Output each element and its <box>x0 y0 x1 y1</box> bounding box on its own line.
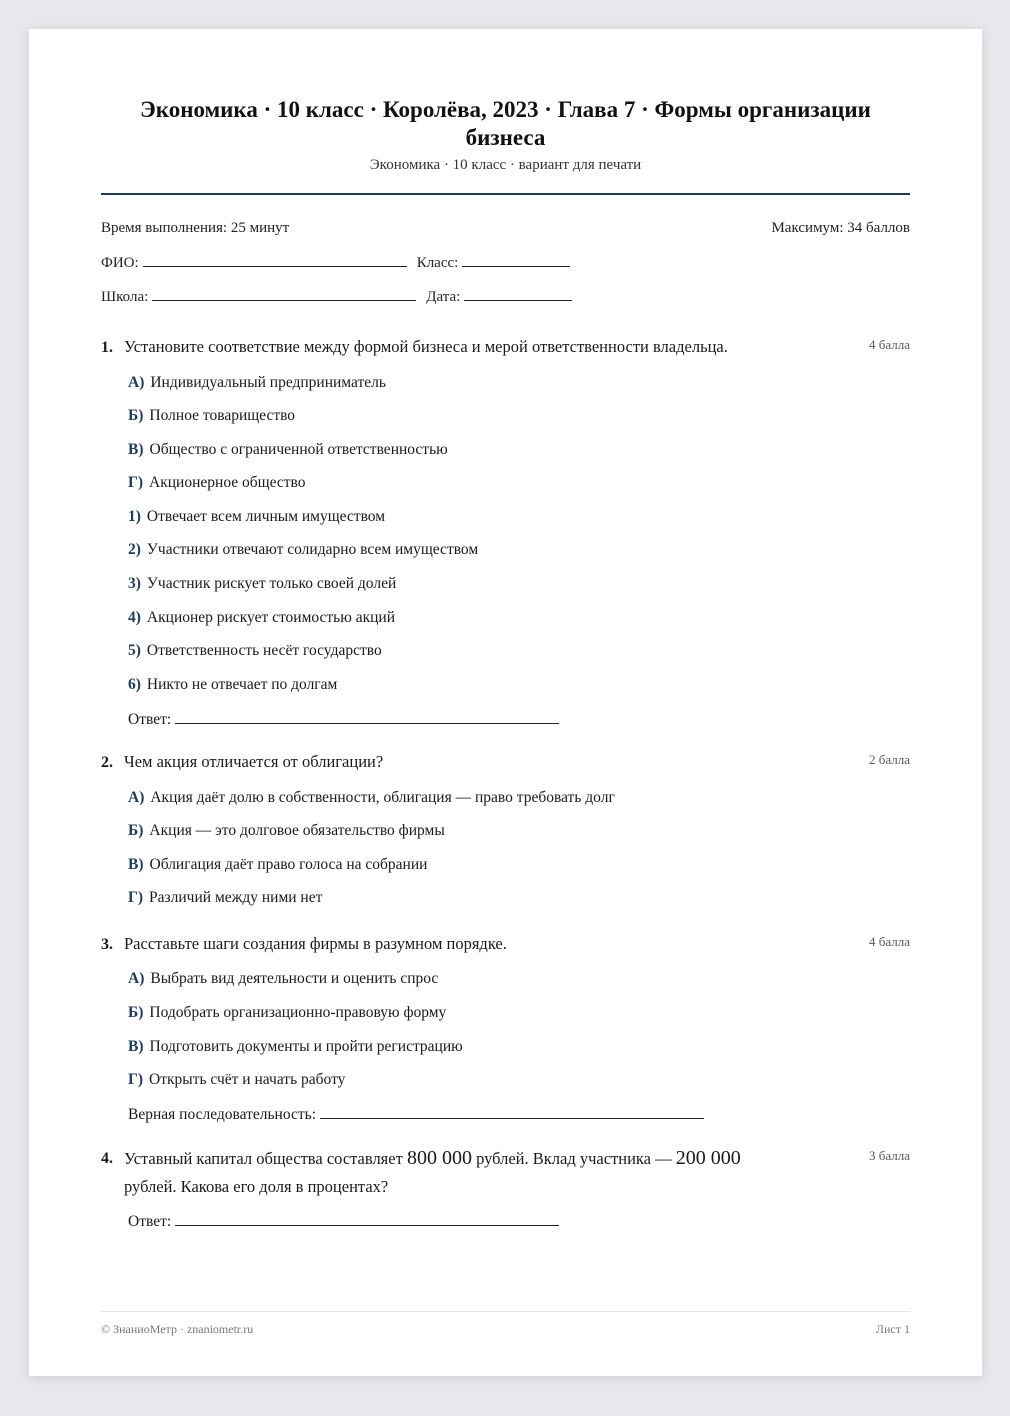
answer-field[interactable] <box>175 1212 559 1226</box>
option-item <box>128 970 438 988</box>
option-marker: 2) <box>128 541 141 558</box>
option-marker: Г) <box>128 1071 144 1088</box>
option-marker: А) <box>128 374 145 391</box>
option-item <box>128 575 396 593</box>
option-text: Акция — это долговое обязательство фирмы <box>149 822 445 839</box>
option-marker: В) <box>128 1038 144 1055</box>
option-text: Акционерное общество <box>149 474 306 491</box>
option-item <box>128 407 295 425</box>
question-text-part: рублей. Какова его доля в процентах? <box>124 1177 389 1196</box>
answer-row <box>128 1212 559 1231</box>
option-marker: 5) <box>128 642 141 659</box>
option-text: Различий между ними нет <box>149 889 323 906</box>
question-number: 4. <box>101 1150 113 1167</box>
option-text: Акционер рискует стоимостью акций <box>146 609 396 626</box>
option-text: Выбрать вид деятельности и оценить спрос <box>150 970 439 987</box>
option-item <box>128 474 305 492</box>
footer-divider <box>101 1311 910 1312</box>
option-item <box>128 789 615 807</box>
option-item <box>128 1071 345 1089</box>
option-text: Подготовить документы и пройти регистрацию <box>149 1038 463 1055</box>
option-marker: 6) <box>128 676 141 693</box>
option-marker: 3) <box>128 575 141 592</box>
time-limit: Время выполнения: 25 минут <box>101 220 290 236</box>
footer-copyright: © ЗнаниоМетр · znaniometr.ru <box>101 1322 254 1336</box>
option-text: Никто не отвечает по долгам <box>146 676 338 693</box>
option-item <box>128 822 445 840</box>
option-marker: 4) <box>128 609 141 626</box>
option-text: Облигация даёт право голоса на собрании <box>149 856 428 873</box>
option-text: Участник рискует только своей долей <box>146 575 397 592</box>
page-title: Экономика · 10 класс · Королёва, 2023 · Глава 7 · Формы организации бизнеса <box>140 97 871 150</box>
question-text: Расставьте шаги создания фирмы в разумном порядке. <box>124 934 507 953</box>
option-item <box>128 1038 463 1056</box>
answer-label: Ответ: <box>128 711 172 728</box>
question-text-part: Уставный капитал общества составляет <box>124 1149 407 1168</box>
class-label: Класс: <box>416 255 459 271</box>
option-text: Открыть счёт и начать работу <box>149 1071 346 1088</box>
page-number: Лист 1 <box>875 1322 910 1336</box>
max-score: Максимум: 34 баллов <box>771 220 910 236</box>
school-label: Школа: <box>101 289 149 305</box>
sequence-answer-row <box>128 1105 704 1124</box>
option-item <box>128 441 448 459</box>
option-marker: Б) <box>128 822 144 839</box>
answer-row <box>128 710 559 729</box>
answer-field[interactable] <box>320 1105 704 1119</box>
option-item <box>128 642 382 660</box>
answer-label: Верная последовательность: <box>128 1106 317 1123</box>
option-item <box>128 541 478 559</box>
option-marker: А) <box>128 789 145 806</box>
date-field[interactable] <box>464 287 572 301</box>
option-marker: Г) <box>128 474 144 491</box>
question-number: 1. <box>101 339 113 356</box>
option-item <box>128 1004 446 1022</box>
option-item <box>128 374 386 392</box>
option-marker: Б) <box>128 407 144 424</box>
option-item <box>128 889 322 907</box>
option-text: Общество с ограниченной ответственностью <box>149 441 448 458</box>
date-label: Дата: <box>426 289 461 305</box>
option-marker: В) <box>128 441 144 458</box>
question-points: 4 балла <box>869 337 910 352</box>
question-text-part: рублей. Вклад участника — <box>471 1149 676 1168</box>
capital-amount: 800 000 <box>406 1147 472 1169</box>
question-number: 3. <box>101 936 113 953</box>
option-marker: Г) <box>128 889 144 906</box>
fio-class-row <box>101 253 580 272</box>
school-date-row <box>101 287 582 306</box>
option-item <box>128 508 385 526</box>
question-text: Чем акция отличается от облигации? <box>124 752 384 771</box>
fio-label: ФИО: <box>101 255 139 271</box>
question-points: 2 балла <box>869 752 910 767</box>
question-text: Установите соответствие между формой бизнеса и мерой ответственности владельца. <box>124 337 728 356</box>
option-text: Индивидуальный предприниматель <box>150 374 386 391</box>
page-subtitle: Экономика · 10 класс · вариант для печати <box>369 157 642 173</box>
option-text: Ответственность несёт государство <box>146 642 382 659</box>
option-marker: 1) <box>128 508 141 525</box>
question-text <box>124 1144 804 1201</box>
option-item <box>128 609 395 627</box>
question-number: 2. <box>101 754 113 771</box>
answer-label: Ответ: <box>128 1213 172 1230</box>
option-item <box>128 856 427 874</box>
class-field[interactable] <box>462 253 570 267</box>
fio-field[interactable] <box>143 253 407 267</box>
school-field[interactable] <box>152 287 416 301</box>
option-marker: В) <box>128 856 144 873</box>
option-marker: Б) <box>128 1004 144 1021</box>
question-points: 4 балла <box>869 934 910 949</box>
option-text: Акция даёт долю в собственности, облигация — право требовать долг <box>150 789 615 806</box>
header-divider <box>101 193 910 195</box>
option-text: Отвечает всем личным имуществом <box>146 508 386 525</box>
answer-field[interactable] <box>175 710 559 724</box>
option-item <box>128 676 337 694</box>
option-text: Участники отвечают солидарно всем имуществом <box>146 541 479 558</box>
option-marker: А) <box>128 970 145 987</box>
contribution-amount: 200 000 <box>675 1147 741 1169</box>
option-text: Подобрать организационно-правовую форму <box>149 1004 447 1021</box>
question-points: 3 балла <box>869 1148 910 1163</box>
option-text: Полное товарищество <box>149 407 296 424</box>
